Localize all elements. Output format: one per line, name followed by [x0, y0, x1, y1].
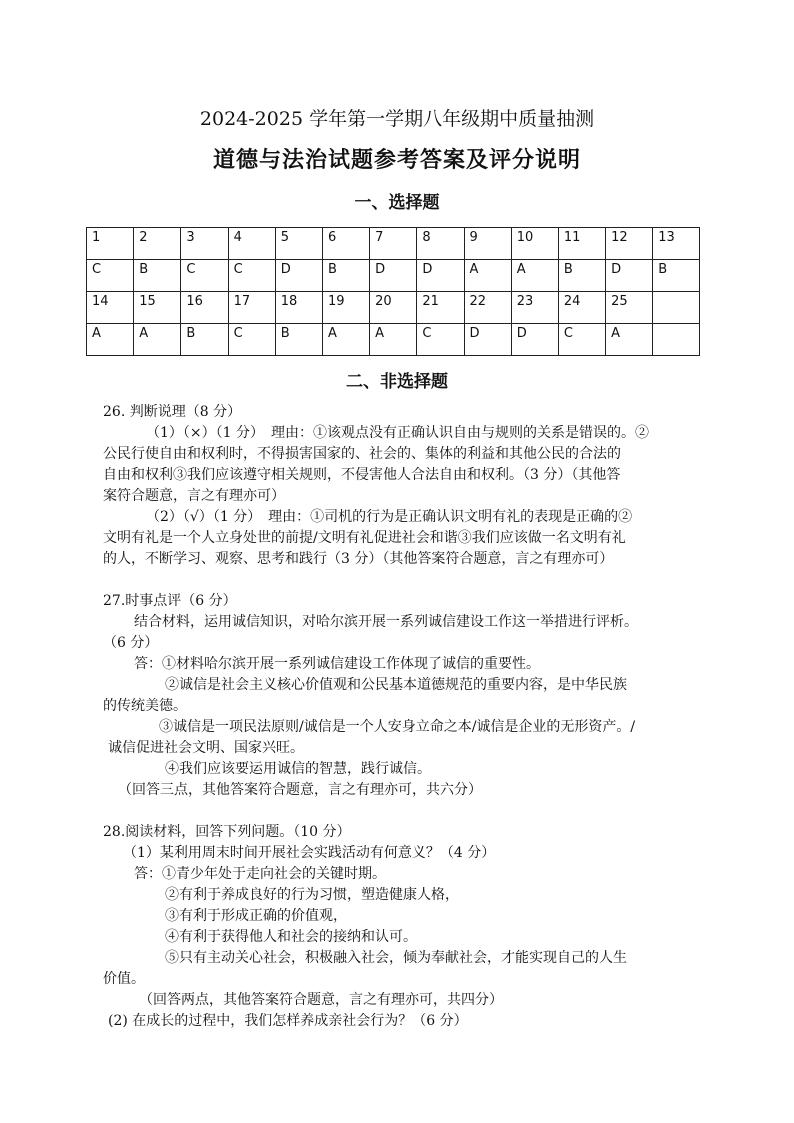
table-cell: C — [181, 260, 228, 292]
table-cell: 7 — [370, 228, 417, 260]
answer-line: 案符合题意，言之有理亦可） — [103, 488, 285, 504]
table-cell: C — [228, 260, 275, 292]
section-heading-non-choice: 二、非选择题 — [346, 372, 448, 392]
table-cell: 15 — [134, 292, 181, 324]
table-cell: 8 — [417, 228, 464, 260]
table-cell: 19 — [322, 292, 369, 324]
answer-line: 结合材料，运用诚信知识，对哈尔滨开展一系列诚信建设工作这一举措进行评析。 — [134, 614, 638, 630]
table-cell: 18 — [275, 292, 322, 324]
answer-line: ②诚信是社会主义核心价值观和公民基本道德规范的重要内容，是中华民族 — [165, 677, 627, 693]
table-cell: B — [181, 324, 228, 356]
answer-line: 的传统美德。 — [103, 698, 187, 714]
table-cell: 17 — [228, 292, 275, 324]
answer-line: 28.阅读材料，回答下列问题。（10 分） — [103, 824, 351, 840]
table-cell: 5 — [275, 228, 322, 260]
table-cell — [653, 324, 700, 356]
table-cell: A — [134, 324, 181, 356]
answer-line: ②有利于养成良好的行为习惯，塑造健康人格， — [165, 887, 459, 903]
answer-line: 自由和权利③我们应该遵守相关规则，不侵害他人合法自由和权利。（3 分）（其他答 — [103, 467, 621, 483]
answer-line: ③有利于形成正确的价值观， — [165, 908, 347, 924]
table-cell: 9 — [464, 228, 511, 260]
answer-line: （回答两点，其他答案符合题意，言之有理亦可，共四分） — [139, 992, 503, 1008]
answer-line: 文明有礼是一个人立身处世的前提/文明有礼促进社会和谐③我们应该做一名文明有礼 — [103, 530, 626, 546]
table-cell: A — [464, 260, 511, 292]
answer-line: ⑤只有主动关心社会，积极融入社会，倾为奉献社会，才能实现自己的人生 — [165, 950, 627, 966]
table-cell: A — [511, 260, 558, 292]
document-subtitle: 道德与法治试题参考答案及评分说明 — [212, 147, 581, 173]
table-cell: C — [228, 324, 275, 356]
table-cell: C — [558, 324, 605, 356]
answer-line: 27.时事点评（6 分） — [103, 593, 237, 609]
document-title: 2024-2025 学年第一学期八年级期中质量抽测 — [199, 108, 595, 130]
answer-line: 诚信促进社会文明、国家兴旺。 — [108, 740, 304, 756]
table-cell: B — [558, 260, 605, 292]
table-cell: 13 — [653, 228, 700, 260]
table-cell: 24 — [558, 292, 605, 324]
table-cell: A — [370, 324, 417, 356]
table-cell: 1 — [87, 228, 134, 260]
answer-line: 26. 判断说理（8 分） — [103, 404, 242, 420]
table-cell: 6 — [322, 228, 369, 260]
table-cell: 3 — [181, 228, 228, 260]
table-cell: D — [275, 260, 322, 292]
table-cell: 22 — [464, 292, 511, 324]
answer-line: ③诚信是一项民法原则/诚信是一个人安身立命之本/诚信是企业的无形资产。/ — [159, 719, 636, 735]
table-row — [87, 324, 700, 356]
answer-line: （2）（√）（1 分） 理由：①司机的行为是正确认识文明有礼的表现是正确的② — [146, 509, 633, 525]
table-cell: B — [275, 324, 322, 356]
table-cell — [653, 292, 700, 324]
answer-line: ④我们应该要运用诚信的智慧，践行诚信。 — [165, 761, 431, 777]
answer-line: （1）（×）（1 分） 理由：①该观点没有正确认识自由与规则的关系是错误的。② — [146, 425, 649, 441]
table-cell: C — [87, 260, 134, 292]
answer-line: 价值。 — [103, 971, 145, 987]
table-cell: B — [134, 260, 181, 292]
answer-line: 答：①青少年处于走向社会的关键时期。 — [134, 866, 386, 882]
table-cell: 2 — [134, 228, 181, 260]
table-cell: A — [606, 324, 653, 356]
section-heading-choice: 一、选择题 — [354, 193, 440, 213]
table-cell: B — [653, 260, 700, 292]
table-cell: 10 — [511, 228, 558, 260]
answer-line: 答：①材料哈尔滨开展一系列诚信建设工作体现了诚信的重要性。 — [134, 656, 540, 672]
table-cell: D — [417, 260, 464, 292]
table-cell: 23 — [511, 292, 558, 324]
answer-line: 公民行使自由和权利时，不得损害国家的、社会的、集体的利益和其他公民的合法的 — [103, 446, 621, 462]
table-cell: A — [322, 324, 369, 356]
table-row — [87, 260, 700, 292]
table-row — [87, 228, 700, 260]
table-cell: D — [606, 260, 653, 292]
table-cell: A — [87, 324, 134, 356]
answer-line: （回答三点，其他答案符合题意，言之有理亦可，共六分） — [118, 782, 482, 798]
table-cell: 14 — [87, 292, 134, 324]
table-row — [87, 292, 700, 324]
table-cell: 12 — [606, 228, 653, 260]
answer-line: ④有利于获得他人和社会的接纳和认可。 — [165, 929, 417, 945]
answer-line: （1）某利用周末时间开展社会实践活动有何意义？（4 分） — [123, 845, 496, 861]
table-cell: 4 — [228, 228, 275, 260]
table-cell: 21 — [417, 292, 464, 324]
table-cell: D — [464, 324, 511, 356]
table-cell: 11 — [558, 228, 605, 260]
answer-table — [86, 227, 700, 356]
answer-line: 的人，不断学习、观察、思考和践行（3 分）（其他答案符合题意，言之有理亦可） — [103, 551, 614, 567]
table-cell: C — [417, 324, 464, 356]
answer-line: (2) 在成长的过程中，我们怎样养成亲社会行为？（6 分） — [108, 1013, 468, 1029]
table-cell: 25 — [606, 292, 653, 324]
table-cell: D — [511, 324, 558, 356]
table-cell: B — [322, 260, 369, 292]
answer-line: （6 分） — [103, 635, 159, 651]
table-cell: 16 — [181, 292, 228, 324]
table-cell: D — [370, 260, 417, 292]
table-cell: 20 — [370, 292, 417, 324]
